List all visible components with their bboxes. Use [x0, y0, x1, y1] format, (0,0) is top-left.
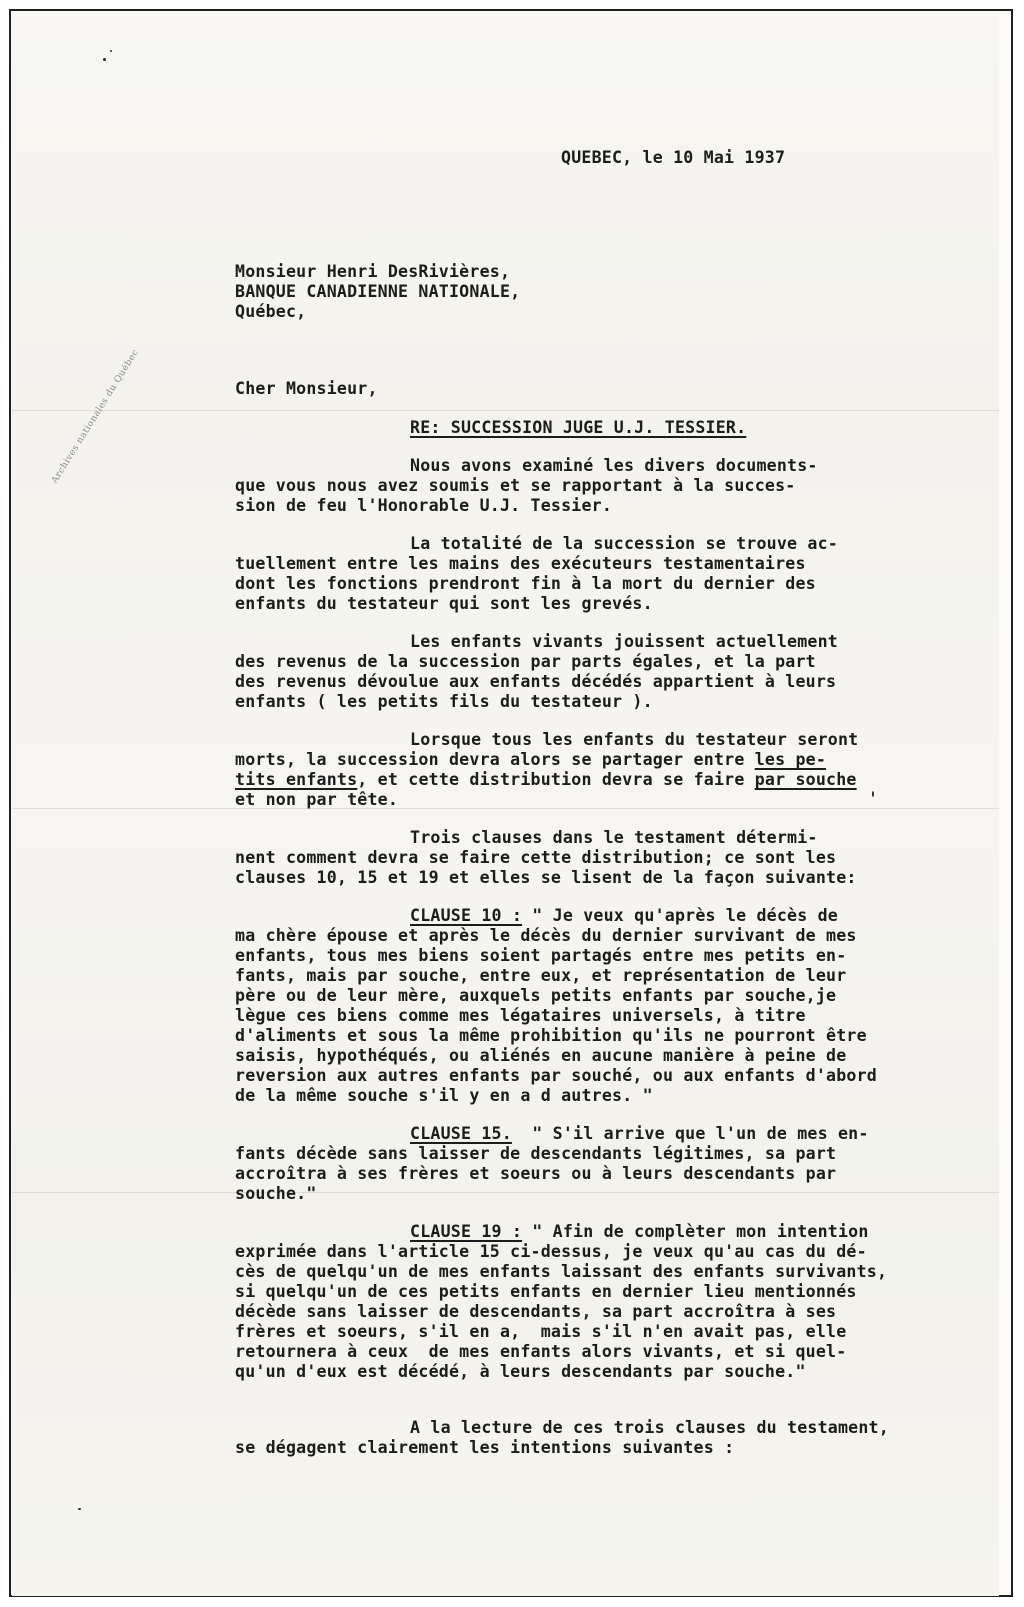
clause-10-label: CLAUSE 10 :	[410, 906, 523, 925]
clause-line: décède sans laisser de descendants, sa part accroîtra à ses	[235, 1302, 837, 1321]
text-run: morts, la succession devra alors se partager entre	[235, 750, 755, 769]
underlined-run: tits enfants	[235, 770, 358, 789]
clause-line: père ou de leur mère, auxquels petits enfants par souche,je	[235, 986, 837, 1005]
clause-line: d'aliments et sous la même prohibition qu'ils ne pourront être	[235, 1026, 867, 1045]
clause-line: qu'un d'eux est décédé, à leurs descendants par souche."	[235, 1362, 806, 1381]
text-run: " Je veux qu'après le décès de	[522, 906, 838, 925]
clause-19-first-line	[410, 1222, 869, 1242]
paragraph-line: sion de feu l'Honorable U.J. Tessier.	[235, 496, 613, 515]
salutation: Cher Monsieur,	[235, 379, 378, 398]
subject-line: RE: SUCCESSION JUGE U.J. TESSIER.	[410, 418, 747, 437]
clause-line: souche."	[235, 1184, 317, 1203]
paragraph-line: nent comment devra se faire cette distribution; ce sont les	[235, 848, 837, 867]
text-run: " S'il arrive que l'un de mes en-	[511, 1124, 869, 1143]
clause-line: retournera à ceux de mes enfants alors vivants, et si quel-	[235, 1342, 847, 1361]
ink-speck	[110, 50, 112, 52]
clause-line: frères et soeurs, s'il en a, mais s'il n'en avait pas, elle	[235, 1322, 847, 1341]
paragraph-line: des revenus de la succession par parts égales, et la part	[235, 652, 816, 671]
paragraph-line: et non par tête.	[235, 790, 399, 809]
paragraph-line: se dégagent clairement les intentions suivantes :	[235, 1438, 735, 1457]
clause-line: si quelqu'un de ces petits enfants en dernier lieu mentionnés	[235, 1282, 857, 1301]
paragraph-line	[235, 750, 826, 770]
paragraph-line: Lorsque tous les enfants du testateur seront	[410, 730, 859, 749]
clause-line: exprimée dans l'article 15 ci-dessus, je veux qu'au cas du dé-	[235, 1242, 867, 1261]
clause-line: accroîtra à ses frères et soeurs ou à leurs descendants par	[235, 1164, 837, 1183]
text-run: " Afin de complèter mon intention	[522, 1222, 869, 1241]
paragraph-line: des revenus dévoulue aux enfants décédés appartient à leurs	[235, 672, 837, 691]
clause-line: cès de quelqu'un de mes enfants laissant des enfants survivants,	[235, 1262, 888, 1281]
clause-19-label: CLAUSE 19 :	[410, 1222, 523, 1241]
underlined-run: les pe-	[754, 750, 827, 769]
clause-line: saisis, hypothéqués, ou aliénés en aucune manière à peine de	[235, 1046, 847, 1065]
ink-speck	[78, 1508, 81, 1510]
paragraph-line: tuellement entre les mains des exécuteurs testamentaires	[235, 554, 806, 573]
paper-fold	[12, 808, 999, 809]
clause-15-label: CLAUSE 15.	[410, 1124, 512, 1143]
clause-line: lègue ces biens comme mes légataires universels, à titre	[235, 1006, 806, 1025]
paragraph-line: enfants du testateur qui sont les grevés.	[235, 594, 653, 613]
paragraph-line	[235, 770, 857, 790]
clause-line: reversion aux autres enfants par souché, ou aux enfants d'abord	[235, 1066, 877, 1085]
paragraph-line: A la lecture de ces trois clauses du testament,	[410, 1418, 889, 1437]
clause-line: enfants, tous mes biens soient partagés entre mes petits en-	[235, 946, 847, 965]
paragraph-line: Nous avons examiné les divers documents-	[410, 456, 818, 475]
paragraph-line: que vous nous avez soumis et se rapportant à la succes-	[235, 476, 796, 495]
clause-line: fants décède sans laisser de descendants légitimes, sa part	[235, 1144, 837, 1163]
paragraph-line: Trois clauses dans le testament détermi-	[410, 828, 818, 847]
ink-speck	[872, 791, 874, 797]
paragraph-line: Les enfants vivants jouissent actuellement	[410, 632, 838, 651]
underlined-run: par souche	[754, 770, 857, 789]
text-run: , et cette distribution devra se faire	[357, 770, 755, 789]
address-line: BANQUE CANADIENNE NATIONALE,	[235, 282, 521, 301]
clause-15-first-line	[410, 1124, 869, 1144]
paragraph-line: La totalité de la succession se trouve ac-	[410, 534, 838, 553]
paragraph-line: enfants ( les petits fils du testateur ).	[235, 692, 653, 711]
address-line: Monsieur Henri DesRivières,	[235, 262, 511, 281]
clause-line: ma chère épouse et après le décès du dernier survivant de mes	[235, 926, 857, 945]
letter-date: QUEBEC, le 10 Mai 1937	[561, 148, 786, 167]
paragraph-line: dont les fonctions prendront fin à la mort du dernier des	[235, 574, 816, 593]
paper-fold	[12, 410, 999, 411]
paper-fold	[12, 1192, 999, 1193]
paragraph-line: clauses 10, 15 et 19 et elles se lisent de la façon suivante:	[235, 868, 857, 887]
clause-line: fants, mais par souche, entre eux, et représentation de leur	[235, 966, 847, 985]
address-line: Québec,	[235, 302, 307, 321]
archive-stamp: Archives nationales du Québec	[50, 347, 142, 486]
clause-line: de la même souche s'il y en a d autres. "	[235, 1086, 653, 1105]
clause-10-first-line	[410, 906, 838, 926]
ink-speck	[103, 58, 106, 61]
